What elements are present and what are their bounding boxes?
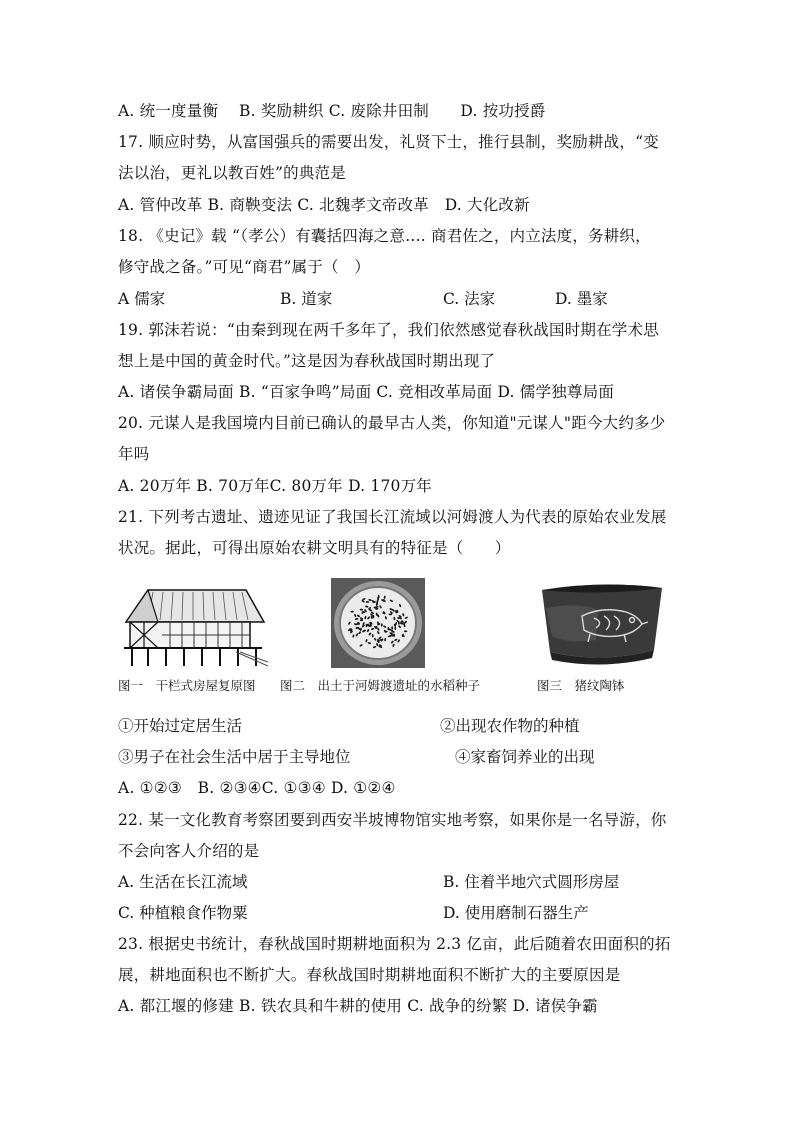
q22-text-line1: 22. 某一文化教育考察团要到西安半坡博物馆实地考察，如果你是一名导游，你: [118, 811, 667, 829]
q21-text-line1: 21. 下列考古遗址、遗迹见证了我国长江流域以河姆渡人为代表的原始农业发展: [118, 508, 667, 526]
q22-option-b: B. 住着半地穴式圆形房屋: [443, 873, 620, 891]
q20-text-line2: 年吗: [118, 445, 150, 463]
q22-option-d: D. 使用磨制石器生产: [443, 904, 589, 922]
q22-option-a: A. 生活在长江流域: [118, 873, 248, 891]
q21-statement-3: ③男子在社会生活中居于主导地位: [118, 748, 351, 766]
q20-options: A. 20万年 B. 70万年C. 80万年 D. 170万年: [118, 477, 432, 495]
figure-3-caption: 图三 猪纹陶钵: [537, 678, 625, 693]
q22-text-line2: 不会向客人介绍的是: [118, 842, 260, 860]
q19-options: A. 诸侯争霸局面 B. “百家争鸣”局面 C. 竞相改革局面 D. 儒学独尊局面: [118, 383, 615, 401]
q21-statement-2: ②出现农作物的种植: [440, 717, 580, 735]
stilt-house-illustration: [118, 582, 268, 668]
q21-statement-4: ④家畜饲养业的出现: [455, 748, 595, 766]
rice-seeds-photo: [331, 578, 425, 668]
q19-text-line2: 想上是中国的黄金时代。”这是因为春秋战国时期出现了: [118, 352, 496, 370]
q23-text-line1: 23. 根据史书统计，春秋战国时期耕地面积为 2.3 亿亩，此后随着农田面积的拓: [118, 935, 671, 953]
q22-option-c: C. 种植粮食作物粟: [118, 904, 248, 922]
q21-text-line2: 状况。据此，可得出原始农耕文明具有的特征是（ ）: [118, 539, 511, 557]
q18-text-line1: 18. 《史记》载 “（孝公）有囊括四海之意…. 商君佐之，内立法度，务耕织，: [118, 227, 651, 245]
q17-text-line2: 法以治，更礼以教百姓”的典范是: [118, 164, 346, 182]
q17-options: A. 管仲改革 B. 商鞅变法 C. 北魏孝文帝改革 D. 大化改新: [118, 196, 530, 214]
q18-option-a: A 儒家: [118, 290, 166, 308]
q20-text-line1: 20. 元谋人是我国境内目前已确认的最早古人类，你知道"元谋人"距今大约多少: [118, 414, 666, 432]
q21-statement-1: ①开始过定居生活: [118, 717, 243, 735]
q18-option-c: C. 法家: [443, 290, 496, 308]
q23-options: A. 都江堰的修建 B. 铁农具和牛耕的使用 C. 战争的纷繁 D. 诸侯争霸: [118, 997, 598, 1015]
q16-options: A. 统一度量衡 B. 奖励耕织 C. 废除井田制 D. 按功授爵: [118, 102, 546, 120]
q18-option-b: B. 道家: [280, 290, 333, 308]
q17-text-line1: 17. 顺应时势，从富国强兵的需要出发，礼贤下士，推行县制，奖励耕战，“变: [118, 133, 659, 151]
figure-1-caption: 图一 干栏式房屋复原图: [118, 678, 256, 693]
q19-text-line1: 19. 郭沫若说：“由秦到现在两千多年了，我们依然感觉春秋战国时期在学术思: [118, 321, 659, 339]
pig-pattern-pottery-photo: [538, 578, 666, 668]
q23-text-line2: 展，耕地面积也不断扩大。春秋战国时期耕地面积不断扩大的主要原因是: [118, 966, 621, 984]
q18-option-d: D. 墨家: [555, 290, 608, 308]
figure-2-caption: 图二 出土于河姆渡遗址的水稻种子: [280, 678, 481, 693]
q21-options: A. ①②③ B. ②③④C. ①③④ D. ①②④: [118, 779, 396, 797]
q18-text-line2: 修守战之备。”可见“商君”属于（ ）: [118, 258, 371, 276]
